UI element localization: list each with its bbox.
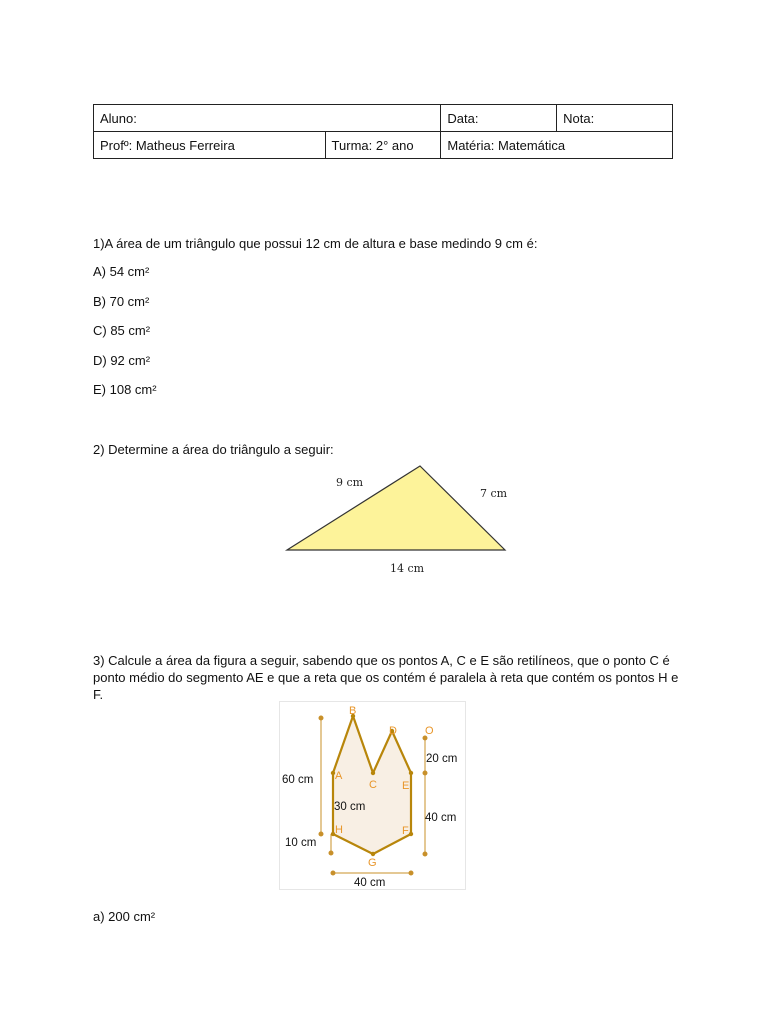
- point-label-c: C: [369, 779, 377, 791]
- data-field: Data:: [441, 105, 557, 132]
- point-label-f: F: [402, 825, 409, 837]
- point-label-h: H: [335, 824, 343, 836]
- turma-field: Turma: 2° ano: [325, 132, 441, 159]
- dimension-40-right-label: 40 cm: [425, 812, 457, 824]
- dimension-40-bottom-label: 40 cm: [354, 877, 386, 889]
- polygon-figure: [279, 701, 466, 890]
- dimension-30-label: 30 cm: [334, 801, 366, 813]
- question-1-option-c: C) 85 cm²: [93, 323, 151, 338]
- triangle-figure: [280, 458, 520, 583]
- professor-field: Profº: Matheus Ferreira: [94, 132, 326, 159]
- header-table: [93, 104, 673, 159]
- point-label-b: B: [349, 705, 357, 717]
- point-label-d: D: [389, 725, 397, 737]
- question-1-option-b: B) 70 cm²: [93, 294, 150, 309]
- question-3-text: 3) Calcule a área da figura a seguir, sabendo que os pontos A, C e E são retilíneos, que o ponto C é ponto médio do segmento AE e que a reta que os contém é paralela à reta que contém os pontos H e F.: [93, 653, 679, 702]
- point-label-e: E: [402, 780, 410, 792]
- question-1-text: 1)A área de um triângulo que possui 12 cm de altura e base medindo 9 cm é:: [93, 236, 538, 251]
- question-2-text: 2) Determine a área do triângulo a seguir:: [93, 442, 334, 457]
- point-label-o: O: [425, 725, 434, 737]
- triangle-side-right-label: 7 cm: [480, 487, 508, 500]
- dimension-20-label: 20 cm: [426, 753, 458, 765]
- point-label-a: A: [335, 770, 343, 782]
- question-1-option-e: E) 108 cm²: [93, 382, 157, 397]
- dimension-60-label: 60 cm: [282, 774, 314, 786]
- aluno-field: Aluno:: [94, 105, 441, 132]
- triangle-side-left-label: 9 cm: [336, 476, 364, 489]
- dimension-10-label: 10 cm: [285, 837, 317, 849]
- point-label-g: G: [368, 857, 377, 869]
- triangle-base-label: 14 cm: [390, 562, 425, 575]
- materia-field: Matéria: Matemática: [441, 132, 673, 159]
- nota-field: Nota:: [557, 105, 673, 132]
- question-1-option-d: D) 92 cm²: [93, 353, 151, 368]
- triangle-shape: [287, 466, 505, 550]
- question-1-option-a: A) 54 cm²: [93, 264, 150, 279]
- question-3-option-a: a) 200 cm²: [93, 909, 156, 924]
